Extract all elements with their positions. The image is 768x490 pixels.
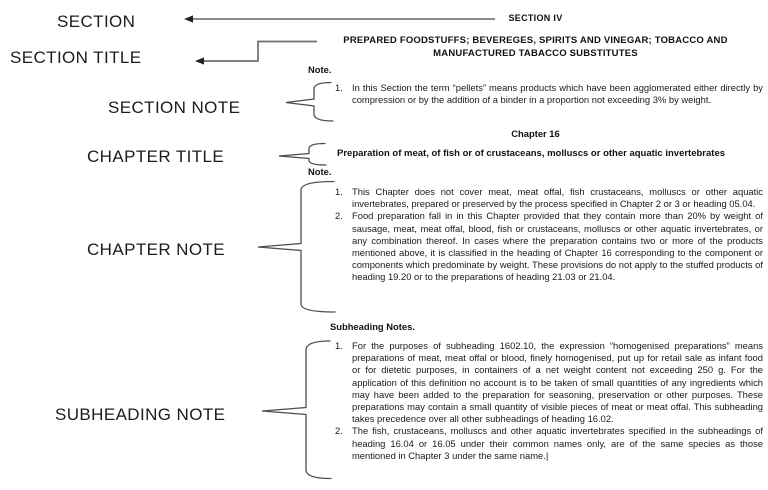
label-chapter-note: CHAPTER NOTE — [87, 240, 225, 259]
text-cursor: | — [545, 449, 549, 461]
list-item[interactable] — [308, 210, 763, 283]
item-text[interactable]: For the purposes of subheading 1602.10, the expression “homogenised preparations” means preparations of meat, meat offal or blood, finely homogenised, put up for retail sale as infant food or for dietetic purposes, in containers of a net weight content not exceeding 250 g. For the application of this definition no account is to be taken of small quantities of any ingredients which may have been added to the preparation for seasoning, preservation or other purposes. These preparations may contain a small quantity of visible pieces of meat or meat offal. This subheading takes precedence over all other subheadings of heading 16.02. — [352, 340, 763, 425]
chapter-note-heading[interactable]: Note. — [308, 166, 332, 177]
section-note-heading[interactable]: Note. — [308, 64, 332, 75]
chapter-heading[interactable]: Chapter 16 — [511, 128, 560, 139]
item-number: 2. — [335, 425, 343, 437]
list-item[interactable] — [308, 425, 763, 462]
item-text[interactable]: Food preparation fall in in this Chapter provided that they contain more than 20% by weight of sausage, meat, meat offal, blood, fish or crustaceans, molluscs or other aquatic invertebrates, or any combination thereof. In cases where the preparation contains two or more of the products mentioned above, it is classified in the heading of Chapter 16 corresponding to the component or components which predominate by weight. These provisions do not apply to the stuffed products of heading 19.20 or to the preparations of heading 21.03 or 21.04. — [352, 210, 763, 283]
label-subheading-note: SUBHEADING NOTE — [55, 405, 226, 424]
subheading-notes-heading[interactable]: Subheading Notes. — [330, 321, 415, 332]
item-text[interactable] — [352, 425, 763, 462]
section-title[interactable] — [308, 35, 763, 60]
section-note-list[interactable] — [308, 82, 763, 106]
list-item[interactable] — [308, 340, 763, 425]
chapter-title-text[interactable]: Preparation of meat, of fish or of crustaceans, molluscs or other aquatic invertebrates — [337, 148, 726, 159]
item-number: 1. — [335, 340, 343, 351]
item-number: 2. — [335, 210, 343, 222]
chapter-note-list[interactable] — [308, 186, 763, 284]
subheading-note-list[interactable] — [308, 340, 763, 462]
item-text[interactable]: This Chapter does not cover meat, meat offal, fish crustaceans, molluscs or other aquatic invertebrates, prepared or preserved by the process specified in Chapter 2 or 3 or heading 05.04. — [352, 186, 763, 210]
item-text[interactable]: In this Section the term “pellets” means products which have been agglomerated either directly by compression or by the addition of a binder in a proportion not exceeding 3% by weight. — [352, 82, 763, 106]
list-item[interactable] — [308, 186, 763, 210]
section-title-line1: PREPARED FOODSTUFFS; BEVEREGES, SPIRITS AND VINEGAR; TOBACCO AND — [343, 35, 728, 46]
item-text-content: The fish, crustaceans, molluscs and other aquatic invertebrates specified in the subheadings of heading 16.04 or 16.05 under their common names only, are of the same species as those mentioned in Chapter 3 under the same name. — [352, 425, 763, 461]
document-area[interactable] — [308, 0, 763, 490]
list-item[interactable] — [308, 82, 763, 106]
section-title-line2: MANUFACTURED TABACCO SUBSTITUTES — [433, 47, 638, 59]
section-heading[interactable]: SECTION IV — [508, 13, 563, 23]
label-section-title: SECTION TITLE — [10, 48, 142, 67]
section-title-arrow — [195, 42, 317, 65]
label-section: SECTION — [57, 12, 136, 31]
item-number: 1. — [335, 82, 343, 93]
label-chapter-title: CHAPTER TITLE — [87, 147, 225, 166]
item-number: 1. — [335, 186, 343, 197]
label-section-note: SECTION NOTE — [108, 98, 241, 117]
